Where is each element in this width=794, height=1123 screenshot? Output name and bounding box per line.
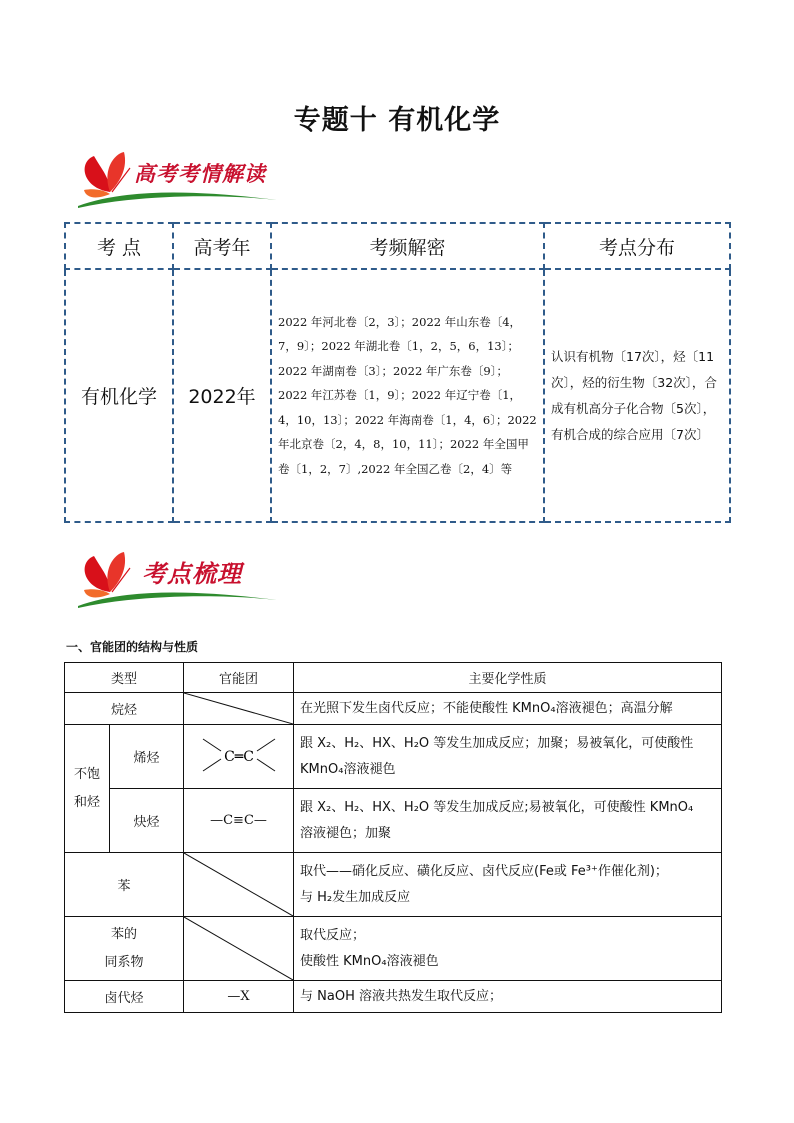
header-cell: 考点分布 — [544, 223, 730, 269]
type-cell: 炔烃 — [110, 789, 184, 853]
section-heading: 一、官能团的结构与性质 — [66, 640, 199, 654]
property-line: 与 H₂发生加成反应 — [300, 889, 411, 905]
unsaturated-label-cell — [65, 725, 110, 853]
property-cell — [294, 853, 722, 917]
group-cell: —X — [184, 981, 294, 1013]
table-row — [65, 693, 722, 725]
property-line: KMnO₄溶液褪色 — [300, 761, 396, 777]
unsaturated-label-line: 和烃 — [73, 794, 100, 810]
table-header-row — [65, 223, 730, 269]
property-line: 跟 X₂、H₂、HX、H₂O 等发生加成反应;易被氧化，可使酸性 KMnO₄ — [300, 799, 694, 815]
property-line: 取代——硝化反应、磺化反应、卤代反应(Fe或 Fe³⁺作催化剂)； — [300, 863, 668, 879]
type-cell: 烷烃 — [65, 693, 184, 725]
section-banner-knowledge-review — [72, 548, 312, 618]
table-row — [65, 853, 722, 917]
topic-cell: 有机化学 — [65, 269, 173, 522]
unsaturated-label-line: 不饱 — [73, 766, 100, 782]
table-row — [65, 725, 722, 789]
banner-title: 高考考情解读 — [134, 161, 266, 186]
exam-analysis-table — [64, 222, 731, 523]
page-title: 专题十 有机化学 — [293, 105, 501, 136]
table-row — [65, 269, 730, 522]
table-row — [65, 917, 722, 981]
header-cell: 高考年 — [173, 223, 271, 269]
distribution-cell: 认识有机物〔17次〕，烃〔11次〕，烃的衍生物〔32次〕，合成有机高分子化合物〔5次〕，有机合成的综合应用〔7次〕 — [544, 269, 730, 522]
alkene-structure-icon — [199, 733, 279, 777]
header-cell: 官能团 — [184, 663, 294, 693]
property-cell — [294, 789, 722, 853]
table-row — [65, 981, 722, 1013]
type-cell: 卤代烃 — [65, 981, 184, 1013]
type-line: 同系物 — [104, 954, 144, 970]
empty-diagonal-cell — [184, 853, 294, 917]
table-row — [65, 789, 722, 853]
property-cell: 与 NaOH 溶液共热发生取代反应； — [294, 981, 722, 1013]
empty-diagonal-cell — [184, 693, 294, 725]
header-cell: 主要化学性质 — [294, 663, 722, 693]
header-cell: 考频解密 — [271, 223, 544, 269]
empty-diagonal-cell — [184, 917, 294, 981]
table-header-row — [65, 663, 722, 693]
type-line: 苯的 — [111, 926, 138, 942]
property-line: 溶液褪色；加聚 — [300, 825, 392, 841]
alkyne-group-cell: —C≡C— — [184, 789, 294, 853]
type-cell — [65, 917, 184, 981]
banner-title: 考点梳理 — [142, 559, 242, 588]
property-line: 取代反应； — [300, 927, 366, 943]
header-cell: 考 点 — [65, 223, 173, 269]
property-line: 使酸性 KMnO₄溶液褪色 — [300, 953, 439, 969]
functional-group-table — [64, 662, 722, 1013]
alkene-group-text: C═C — [223, 748, 254, 765]
property-line: 跟 X₂、H₂、HX、H₂O 等发生加成反应；加聚；易被氧化，可使酸性 — [300, 735, 694, 751]
header-cell: 类型 — [65, 663, 184, 693]
property-cell — [294, 917, 722, 981]
section-banner-exam-analysis — [72, 148, 312, 218]
property-cell: 在光照下发生卤代反应；不能使酸性 KMnO₄溶液褪色；高温分解 — [294, 693, 722, 725]
type-cell: 苯 — [65, 853, 184, 917]
property-cell — [294, 725, 722, 789]
type-cell: 烯烃 — [110, 725, 184, 789]
frequency-cell: 2022 年河北卷〔2，3〕；2022 年山东卷〔4，7，9〕；2022 年湖北卷〔1，2，5，6，13〕；2022 年湖南卷〔3〕；2022 年广东卷〔9〕；2022 年江苏卷〔1，9〕；2022 年辽宁卷〔1，4，10，13〕；2022 年海南卷〔1，4，6〕；2022 年北京卷〔2，4，8，10，11〕；2022 年全国甲卷〔1，2，7〕,2022 年全国乙卷〔2，4〕等 — [271, 269, 544, 522]
year-cell: 2022年 — [173, 269, 271, 522]
alkene-group-cell — [184, 725, 294, 789]
